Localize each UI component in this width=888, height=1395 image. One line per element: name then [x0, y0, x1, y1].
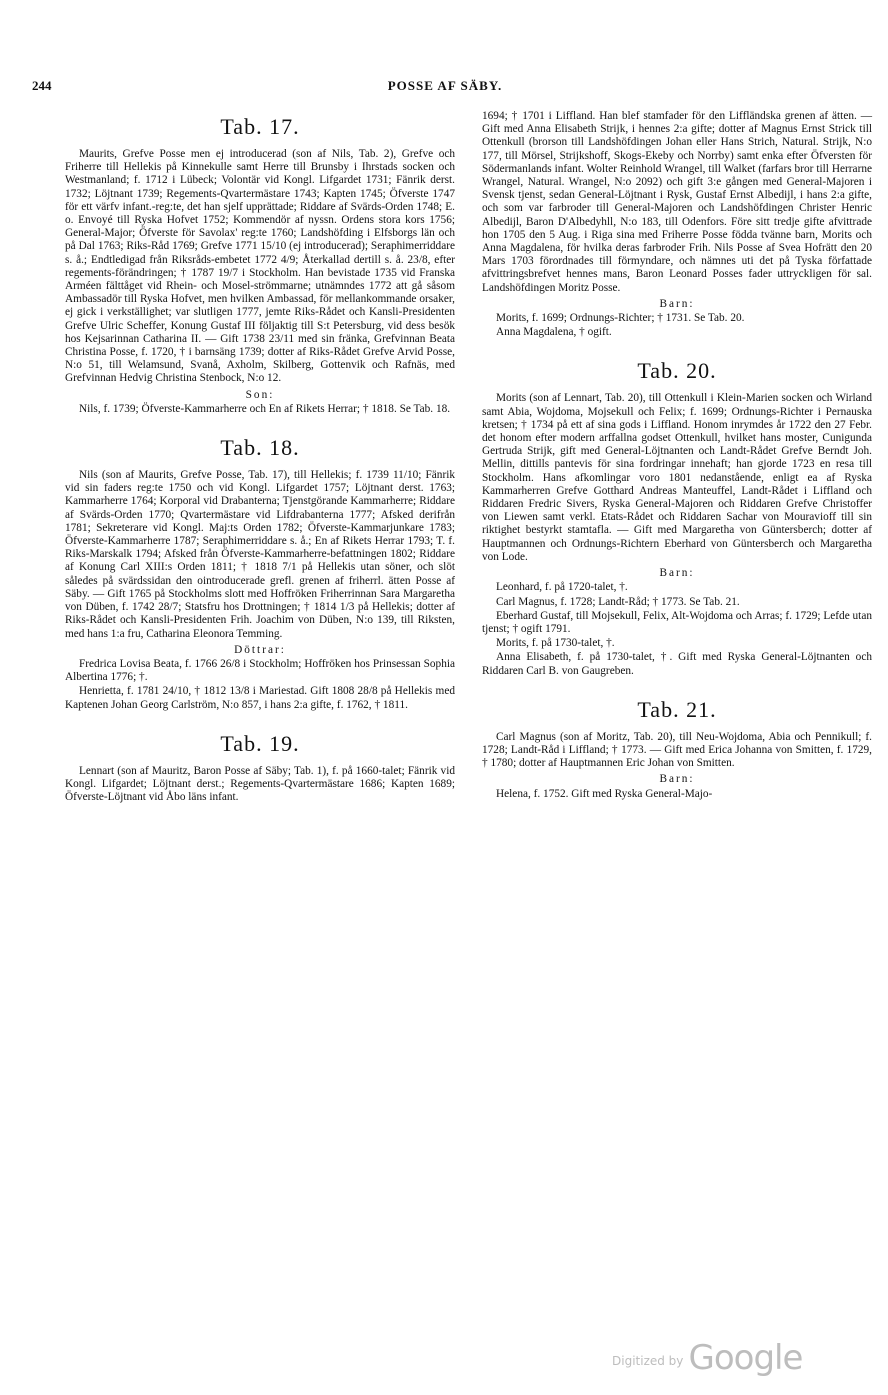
running-title: POSSE AF SÄBY.	[387, 78, 503, 93]
tab-21-body: Carl Magnus (son af Moritz, Tab. 20), till Neu-Wojdoma, Abia och Pennikull; f. 1728; Landt-Råd i Liffland; † 1773. — Gift med Erica Johanna von Smitten, f. 1729, † 1780; dotter af Hauptmannen Eric Johan von Smitten.	[482, 730, 872, 770]
tab-20-child: Carl Magnus, f. 1728; Landt-Råd; † 1773. Se Tab. 21.	[496, 595, 740, 608]
tab-19-body: Lennart (son af Mauritz, Baron Posse af Säby; Tab. 1), f. på 1660-talet; Fänrik vid Kongl. Lifgardet; Löjtnant derst.; Regements-Qvartermästare 1686; Kapten 1689; Öfverste-Löjtnant vid Åbo läns infant.	[65, 764, 455, 804]
tab-20-child: Leonhard, f. på 1720-talet, †.	[496, 581, 628, 594]
tab-18-child: Fredrica Lovisa Beata, f. 1766 26/8 i Stockholm; Hoffröken hos Prinsessan Sophia Albertina 1776; †.	[65, 657, 455, 684]
tab-17-heading: Tab. 17.	[220, 114, 300, 139]
tab-19-heading: Tab. 19.	[220, 730, 300, 756]
tab-18-heading: Tab. 18.	[220, 435, 300, 461]
right-column	[482, 110, 872, 802]
left-column	[65, 110, 455, 807]
tab-18-children-label: Döttrar:	[234, 643, 286, 656]
google-watermark	[612, 1338, 802, 1378]
tab-21-child: Helena, f. 1752. Gift med Ryska General-Majo-	[496, 787, 713, 800]
tab-20-heading: Tab. 20.	[637, 358, 717, 384]
tab-20-children-label: Barn:	[659, 567, 695, 580]
tab-21-heading: Tab. 21.	[637, 696, 717, 722]
tab-19-body-continued: 1694; † 1701 i Liffland. Han blef stamfader för den Liffländska grenen af ätten. — Gift med Anna Elisabeth Strijk, i hennes 2:a gifte; dotter af Magnus Ernst Strick till Ottenkull (brorson till Landshöfdingen Johan eller Hans Strich, Natural. Strijk, N:o 177, till Mörsel, Strijkshoff, Skogs-Ekeby och Norrby) samt enka efter Öfversten för Södermanlands infant. Wolter Reinhold Wrangel, till Walket (farfars bror till Herrarne Wrangel, Natural. Wrangel, N:o 2092) och gift 3:e gången med General-Majoren i Svensk tjenst, sedan General-Löjtnant i Rysk, Gustaf Ernst Albedijl, i hans 2:a gifte, och som var farbroder till General-Majoren och Landshöfdingen Christer Henric Albedijl, Baron D'Albedyhll, N:o 183, till Odenfors. Före sitt tredje gifte afvittrade hon 1705 den 5 Aug. i Riga sina med Friherre Posse födda tvänne barn, Morits och Anna Magdalena, för hvilka deras farbroder Frih. Nils Posse af Svea Hofrätt den 20 Mars 1703 förordnades till förmyndare, och nämnes uti det på Tyska författade afvittringsbrefvet hennes mans, Baron Leonard Posses fader uttryckligen för sal. Landshöfdingen Moritz Posse.	[482, 110, 872, 294]
page-number: 244	[32, 78, 52, 93]
tab-19-children-label: Barn:	[659, 297, 695, 310]
tab-18-body: Nils (son af Maurits, Grefve Posse, Tab. 17), till Hellekis; f. 1739 11/10; Fänrik vid sin faders reg:te 1750 och vid Kongl. Lifgardet 1757; Löjtnant derst. 1763; Kammarherre 1764; Korporal vid Drabanterna; Tjenstgörande Kammarherre; Riddare af Svärds-Orden 1770; Qvartermästare vid Lifdrabanterna 1777; Afsked derifrån 1781; Sekreterare vid Kongl. Maj:ts Orden 1782; Öfverste-Kammarjunkare 1783; Öfverste-Kammarherre 1787; Seraphimerriddare s. å.; En af Rikets Herrar 1793; T. f. Riks-Marskalk 1794; Afsked från Öfverste-Kammarherre-befattningen 1802; Riddare af Konung Carl XIII:s Orden 1811; † 1818 7/1 på Hellekis utan söner, och slöt således på svärdssidan den ointroducerade grefl. grenen af friherrl. ätten Posse af Säby. — Gift 1765 på Stockholms slott med Hoffröken Friherrinnan Sara Margaretha von Düben, f. 1742 28/7; Statsfru hos Drottningen; † 1814 1/3 på Hellekis; dotter af Riks-Rådet och Kansli-Presidenten Frih. Joachim von Düben, N:o 139, till Riksten, med hans 1:a fru, Catharina Eleonora Temming.	[65, 469, 455, 640]
tab-19-child: Morits, f. 1699; Ordnungs-Richter; † 1731. Se Tab. 20.	[496, 312, 745, 325]
page-header	[32, 78, 858, 98]
tab-18-child: Henrietta, f. 1781 24/10, † 1812 13/8 i Mariestad. Gift 1808 28/8 på Hellekis med Kaptenen Johan Georg Carlström, N:o 857, i hans 2:a gifte, f. 1762, † 1811.	[65, 685, 455, 711]
tab-20-child: Anna Elisabeth, f. på 1730-talet, †. Gift med Ryska General-Löjtnanten och Riddaren Carl B. von Gaugreben.	[482, 651, 872, 677]
watermark-prefix: Digitized by	[612, 1354, 684, 1368]
tab-20-child: Morits, f. på 1730-talet, †.	[496, 637, 615, 650]
tab-17-body: Maurits, Grefve Posse men ej introducerad (son af Nils, Tab. 2), Grefve och Friherre till Hellekis på Kinnekulle samt Herre till Brunsby i Ihrstads socken och Westmanland; f. 1712 i Lübeck; Volontär vid Kongl. Lifgardet 1731; Fänrik derst. 1732; Löjtnant 1739; Regements-Qvartermästare 1743; Kapten 1745; Öfverste 1747 för ett värfv infant.-reg:te, det han sjelf upprättade; Riddare af Svärds-Orden 1748; E. o. Envoyé till Ryska Hofvet 1752; Kommendör af nyssn. Ordens stora kors 1756; General-Major; Öfverste för Savolax' reg:te 1760; Landshöfding i Elfsborgs län och på Dal 1763; Riks-Råd 1769; Grefve 1771 15/10 (ej introducerad); Seraphimerriddare s. å.; Endtledigad från Riksråds-embetet 1772 4/9; Återkallad dertill s. å. 23/8, efter regements-förändringen; † 1787 19/7 i Stockholm. Han bevistade 1735 vid Franska Arméen fälttåget vid Rhein- och Mosel-strömmarne; utnämndes 1772 att gå såsom Ambassadör till Ryska Hofvet, men hvilken Ambassad, för mellankommande orsaker, ej gick i verkställighet; var slutligen 1777, jemte Riks-Rådet och Kansli-Presidenten Grefve Ulric Scheffer, Konung Gustaf III följaktig till S:t Petersburg, vid dess besök hos Kejsarinnan Catharina II. — Gift 1738 23/11 med sin fränka, Grefvinnan Beata Christina Posse, f. 1720, † i barnsäng 1739; dotter af Riks-Rådet Grefve Arvid Posse, N:o 51, till Welamsund, Svanå, Axholm, Skilberg, Gottenvik och Rafnäs, med Grefvinnan Hedvig Christina Stenbock, N:o 12.	[65, 148, 455, 385]
tab-20-child: Eberhard Gustaf, till Mojsekull, Felix, Alt-Wojdoma och Arras; f. 1729; Lefde utan tjenst; † ogift 1791.	[482, 609, 872, 635]
tab-19-child: Anna Magdalena, † ogift.	[496, 326, 612, 339]
google-logo: Google	[688, 1338, 803, 1378]
tab-21-children-label: Barn:	[659, 773, 695, 786]
tab-20-body: Morits (son af Lennart, Tab. 20), till Ottenkull i Klein-Marien socken och Wirland samt Abia, Wojdoma, Mojsekull och Felix; f. 1699; Ordnungs-Richter i Pernauska kretsen; † 1734 på ett af sina gods i Liffland. Honom inrymdes år 1722 den 27 Febr. det honom efter modern arffallna godset Ottenkull, hvilket hans moster, Cunigunda Gertruda Strijk, gift med General-Löjtnanten och Landt-Rådet Grefve Berndt Joh. Mellin, dittills pantevis för sina fordringar innehaft; han gjorde 1723 en resa till Stockholm. Hans afkomlingar voro 1801 nedanstående, enligt ea af Ryska Kammarherren Grefve Gotthard Andreas Manteuffel, Landt-Rådet i Liffland och Riddaren Fredric Sivers, Ryska General-Majoren och Riddaren Grefve Christoffer von Liewen samt verkl. Etats-Rådet och Riddaren Sachar von Mouravioff till sin riktighet bestyrkt stamtafla. — Gift med Margaretha von Güntersberch; dotter af Hauptmannen och Ordnungs-Richtern Eberhard von Güntersberch och Margaretha von Lode.	[482, 392, 872, 563]
tab-17-child: Nils, f. 1739; Öfverste-Kammarherre och En af Rikets Herrar; † 1818. Se Tab. 18.	[79, 402, 451, 415]
tab-17-children-label: Son:	[245, 388, 275, 401]
